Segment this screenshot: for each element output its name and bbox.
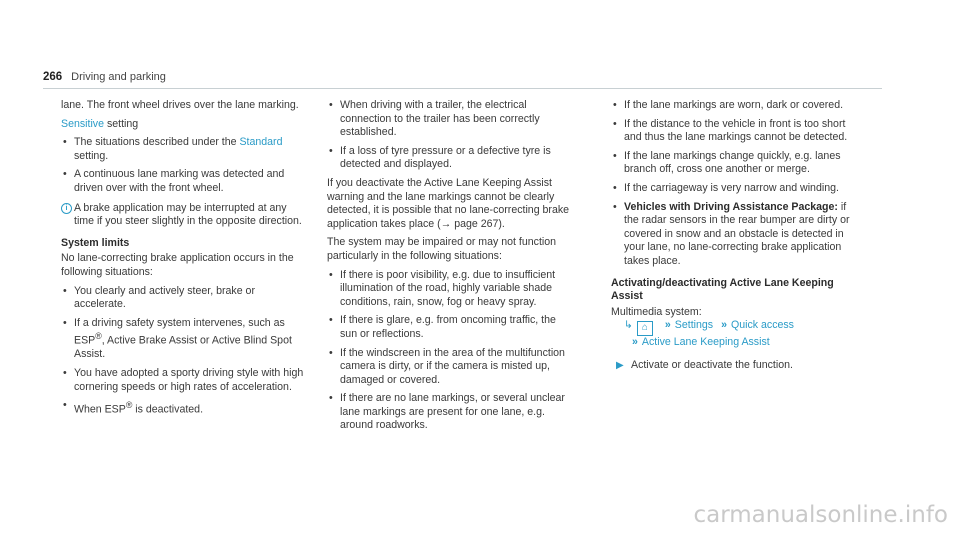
list-item: • If the distance to the vehicle in front is too short and thus the lane markings cannot be detected. (613, 117, 848, 144)
list-item: • You clearly and actively steer, brake or accelerate. (63, 284, 255, 311)
list-item: • If a loss of tyre pressure or a defective tyre is detected and displayed. (329, 144, 551, 171)
item-text: If a driving safety system intervenes, such as ESP (74, 316, 285, 347)
turn-arrow-icon: ↳ (624, 319, 633, 332)
item-bold-text: Vehicles with Driving Assistance Package: (624, 200, 838, 213)
deactivate-text: If you deactivate the Active Lane Keeping Assist warning and the lane markings cannot be clearly detected, it is possible that no lane-correcting brake application takes place (→ page 267). (327, 176, 570, 230)
action-step (611, 359, 859, 373)
list-item: • If the lane markings are worn, dark or covered. (613, 99, 844, 111)
note-text: A brake application may be interrupted at any time if you steer slightly in the opposite direction. (74, 201, 302, 228)
menu-path-line2 (611, 336, 859, 350)
limits-list (61, 285, 309, 418)
standard-link: Standard (239, 136, 283, 149)
item-text: A continuous lane marking was detected and driven over with the front wheel. (74, 168, 285, 194)
item-text: When driving with a trailer, the electrical connection to the trailer has been correctly established. (340, 99, 540, 139)
intro-text: lane. The front wheel drives over the lane marking. (61, 99, 299, 111)
item-text: When ESP (74, 403, 126, 416)
list-item: • If there is glare, e.g. from oncoming traffic, the sun or reflections. (329, 314, 556, 340)
path-lane-assist: Active Lane Keeping Assist (641, 336, 770, 349)
item-text: If the distance to the vehicle in front is too short and thus the lane markings cannot be detected. (624, 117, 848, 144)
double-chevron-icon: » (721, 319, 727, 332)
item-text: setting. (74, 149, 109, 162)
list-item: • If the carriageway is very narrow and winding. (613, 181, 839, 194)
column-2 (327, 99, 575, 438)
double-chevron-icon: » (664, 319, 671, 332)
list-item: • If the lane markings change quickly, e.g. lanes branch off, cross one another or merge. (613, 149, 841, 176)
home-icon: ⌂ (637, 321, 653, 336)
list-item: • The situations described under the Standard setting. (63, 136, 283, 162)
item-text: is deactivated. (132, 403, 204, 416)
multimedia-label: Multimedia system: (611, 305, 702, 318)
watermark: carmanualsonline.info (693, 502, 948, 528)
conditions-list (611, 99, 859, 269)
trailer-list (327, 99, 575, 172)
list-item: • Vehicles with Driving Assistance Package: if the radar sensors in the rear bumper are dirty or covered in snow and an obstacle is detected in your lane, no lane-correcting brake application takes place. (613, 200, 850, 267)
info-icon: i (61, 203, 72, 214)
sensitive-list (61, 136, 309, 195)
list-item: • A continuous lane marking was detected and driven over with the front wheel. (63, 168, 285, 194)
list-item: • If a driving safety system intervenes, such as ESP®, Active Brake Assist or Active Blind Spot Assist. (63, 316, 292, 361)
registered-mark: ® (95, 331, 102, 342)
item-text: If the lane markings change quickly, e.g. lanes branch off, cross one another or merge. (624, 149, 841, 176)
item-text: If the lane markings are worn, dark or covered. (624, 99, 844, 111)
item-text: if the radar sensors in the rear bumper are dirty or covered in snow and an obstacle is detected in your lane, no lane-correcting brake application takes place. (624, 200, 850, 267)
double-chevron-icon: » (632, 336, 638, 349)
item-text: If a loss of tyre pressure or a defective tyre is detected and displayed. (340, 144, 551, 171)
list-item: • When driving with a trailer, the electrical connection to the trailer has been correctly established. (329, 99, 540, 139)
impaired-intro: The system may be impaired or may not function particularly in the following situations: (327, 236, 557, 262)
item-text: The situations described under the (74, 136, 240, 149)
list-item: • If there is poor visibility, e.g. due to insufficient illumination of the road, highly variable shade conditions, rain, snow, fog or heavy spray. (329, 268, 556, 308)
action-text: Activate or deactivate the function. (631, 358, 793, 371)
item-text: You clearly and actively steer, brake or accelerate. (74, 284, 255, 311)
item-text: If there are no lane markings, or several unclear lane markings are present for one lane, e.g. around roadworks. (340, 392, 565, 432)
page-header (43, 71, 166, 85)
column-1 (61, 99, 309, 422)
sensitive-label: Sensitive (61, 117, 104, 130)
path-quick-access: Quick access (730, 319, 794, 332)
sensitive-heading (61, 118, 309, 132)
sensitive-suffix: setting (104, 117, 139, 130)
page-number: 266 (43, 71, 63, 83)
limits-intro: No lane-correcting brake application occurs in the following situations: (61, 252, 294, 278)
item-text: If there is glare, e.g. from oncoming traffic, the sun or reflections. (340, 314, 556, 340)
system-limits-heading: System limits (61, 236, 130, 249)
registered-mark: ® (125, 400, 133, 411)
action-triangle-icon: ▶ (616, 359, 624, 371)
item-text: You have adopted a sporty driving style with high cornering speeds or high rates of acceleration. (74, 367, 304, 393)
header-rule (43, 88, 882, 89)
list-item: • If the windscreen in the area of the multifunction camera is dirty, or if the camera is misted up, damaged or covered. (329, 346, 565, 386)
section-title: Driving and parking (71, 71, 166, 83)
list-item: • If there are no lane markings, or several unclear lane markings are present for one lane, e.g. around roadworks. (329, 392, 565, 432)
item-text: If the carriageway is very narrow and winding. (624, 181, 839, 194)
item-text: , Active Brake Assist or Active Blind Spot Assist. (74, 334, 292, 361)
impaired-list (327, 269, 575, 434)
column-3 (611, 99, 859, 373)
list-item: • When ESP® is deactivated. (63, 399, 204, 416)
path-settings: Settings (674, 319, 714, 332)
item-text: If the windscreen in the area of the multifunction camera is dirty, or if the camera is misted up, damaged or covered. (340, 346, 565, 386)
item-text: If there is poor visibility, e.g. due to insufficient illumination of the road, highly variable shade conditions, rain, snow, fog or heavy spray. (340, 268, 556, 308)
menu-path (611, 319, 859, 336)
info-note (61, 202, 309, 229)
activating-heading: Activating/deactivating Active Lane Keeping Assist (611, 276, 834, 303)
list-item: • You have adopted a sporty driving style with high cornering speeds or high rates of acceleration. (63, 367, 304, 393)
